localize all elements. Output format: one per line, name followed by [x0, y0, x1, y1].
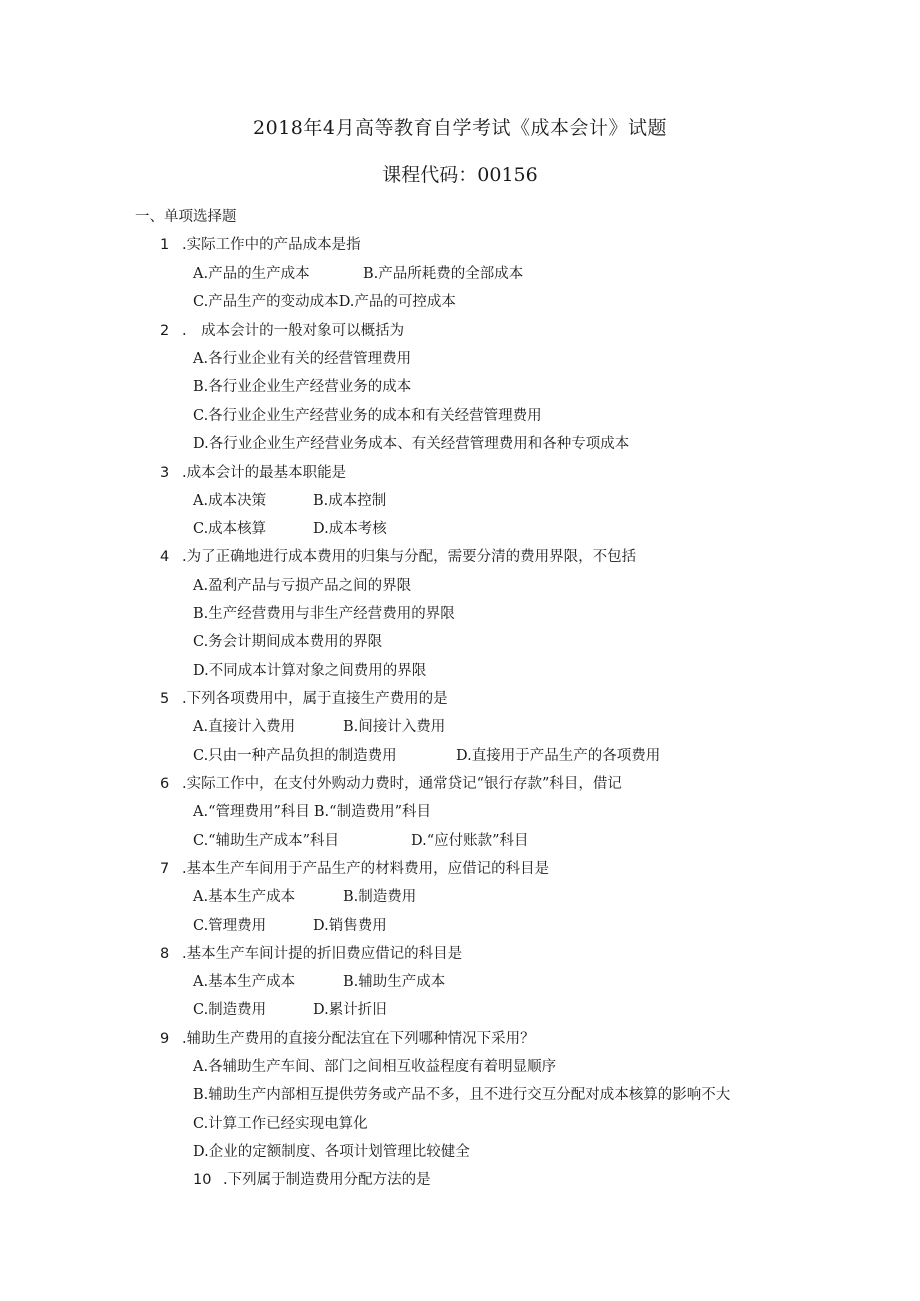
question-5 [160, 690, 448, 708]
option-c: C.产品生产的变动成本 [193, 294, 339, 310]
question-text: .为了正确地进行成本费用的归集与分配，需要分清的费用界限，不包括 [182, 549, 637, 565]
options-row [193, 973, 445, 991]
question-8 [160, 945, 462, 963]
option-b: B.“制造费用”科目 [313, 804, 431, 820]
option-c: C.管理费用 [193, 918, 267, 934]
options-row [193, 1001, 387, 1019]
option-a: A.基本生产成本 [193, 974, 296, 990]
option-d: D.各行业企业生产经营业务成本、有关经营管理费用和各种专项成本 [193, 436, 630, 452]
question-3 [160, 464, 346, 482]
options-row [193, 265, 523, 283]
question-number: 1 [160, 237, 170, 253]
options-row [193, 917, 387, 935]
question-number: 8 [160, 946, 170, 962]
option-b: B.间接计入费用 [343, 719, 446, 735]
option-d: D.成本考核 [313, 521, 387, 537]
option-c: C.“辅助生产成本”科目 [193, 833, 340, 849]
question-4 [160, 548, 636, 566]
option-d: D.“应付账款”科目 [411, 833, 529, 849]
options-row [193, 293, 456, 311]
option-c: C.各行业企业生产经营业务的成本和有关经营管理费用 [193, 408, 542, 424]
question-number: 10 [193, 1172, 212, 1188]
question-text: .下列属于制造费用分配方法的是 [223, 1172, 431, 1188]
option-c: C.务会计期间成本费用的界限 [193, 634, 383, 650]
option-d: D.产品的可控成本 [338, 294, 456, 310]
option-a: A.各辅助生产车间、部门之间相互收益程度有着明显顺序 [193, 1059, 557, 1075]
page-title: 2018年4月高等教育自学考试《成本会计》试题 [253, 117, 667, 139]
option-c: C.只由一种产品负担的制造费用 [193, 748, 397, 764]
option-b: B.生产经营费用与非生产经营费用的界限 [193, 606, 455, 622]
options-row [193, 747, 660, 765]
question-6 [160, 775, 622, 793]
question-number: 9 [160, 1031, 170, 1047]
question-number: 2 [160, 323, 170, 339]
options-row [193, 718, 445, 736]
question-10 [193, 1171, 431, 1189]
question-text: . 成本会计的一般对象可以概括为 [182, 323, 405, 339]
question-number: 3 [160, 465, 170, 481]
question-9 [160, 1030, 535, 1048]
option-a: A.产品的生产成本 [193, 266, 310, 282]
option-c: C.成本核算 [193, 521, 267, 537]
question-number: 4 [160, 549, 170, 565]
course-code: 课程代码：00156 [382, 164, 538, 186]
option-c: C.制造费用 [193, 1002, 267, 1018]
options-row [193, 888, 416, 906]
option-a: A.基本生产成本 [193, 889, 296, 905]
question-number: 6 [160, 776, 170, 792]
question-text: .基本生产车间计提的折旧费应借记的科目是 [182, 946, 463, 962]
option-b: B.辅助生产成本 [343, 974, 446, 990]
question-text: .下列各项费用中，属于直接生产费用的是 [182, 691, 448, 707]
option-d: D.企业的定额制度、各项计划管理比较健全 [193, 1144, 470, 1160]
question-2 [160, 322, 404, 340]
option-d: D.直接用于产品生产的各项费用 [456, 748, 661, 764]
question-1 [160, 236, 361, 254]
option-b: B.辅助生产内部相互提供劳务或产品不多，且不进行交互分配对成本核算的影响不大 [193, 1087, 731, 1103]
question-text: .成本会计的最基本职能是 [182, 465, 347, 481]
option-b: B.各行业企业生产经营业务的成本 [193, 379, 412, 395]
option-d: D.销售费用 [313, 918, 387, 934]
question-text: .实际工作中，在支付外购动力费时，通常贷记“银行存款”科目，借记 [182, 776, 622, 792]
option-a: A.盈利产品与亏损产品之间的界限 [193, 578, 412, 594]
question-number: 7 [160, 861, 170, 877]
options-row [193, 803, 431, 821]
option-a: A.成本决策 [193, 493, 267, 509]
question-text: .基本生产车间用于产品生产的材料费用，应借记的科目是 [182, 861, 550, 877]
section-title: 一、单项选择题 [135, 209, 237, 225]
question-text: .实际工作中的产品成本是指 [182, 237, 361, 253]
question-number: 5 [160, 691, 170, 707]
option-b: B.制造费用 [343, 889, 417, 905]
option-d: D.不同成本计算对象之间费用的界限 [193, 663, 427, 679]
options-row [193, 520, 387, 538]
option-b: B.成本控制 [313, 493, 387, 509]
option-a: A.“管理费用”科目 [193, 804, 310, 820]
option-c: C.计算工作已经实现电算化 [193, 1116, 368, 1132]
options-row [193, 492, 386, 510]
option-d: D.累计折旧 [313, 1002, 387, 1018]
option-b: B.产品所耗费的全部成本 [363, 266, 524, 282]
question-7 [160, 860, 549, 878]
options-row [193, 832, 529, 850]
option-a: A.各行业企业有关的经营管理费用 [193, 351, 412, 367]
question-text: .辅助生产费用的直接分配法宜在下列哪种情况下采用？ [182, 1031, 535, 1047]
option-a: A.直接计入费用 [193, 719, 296, 735]
